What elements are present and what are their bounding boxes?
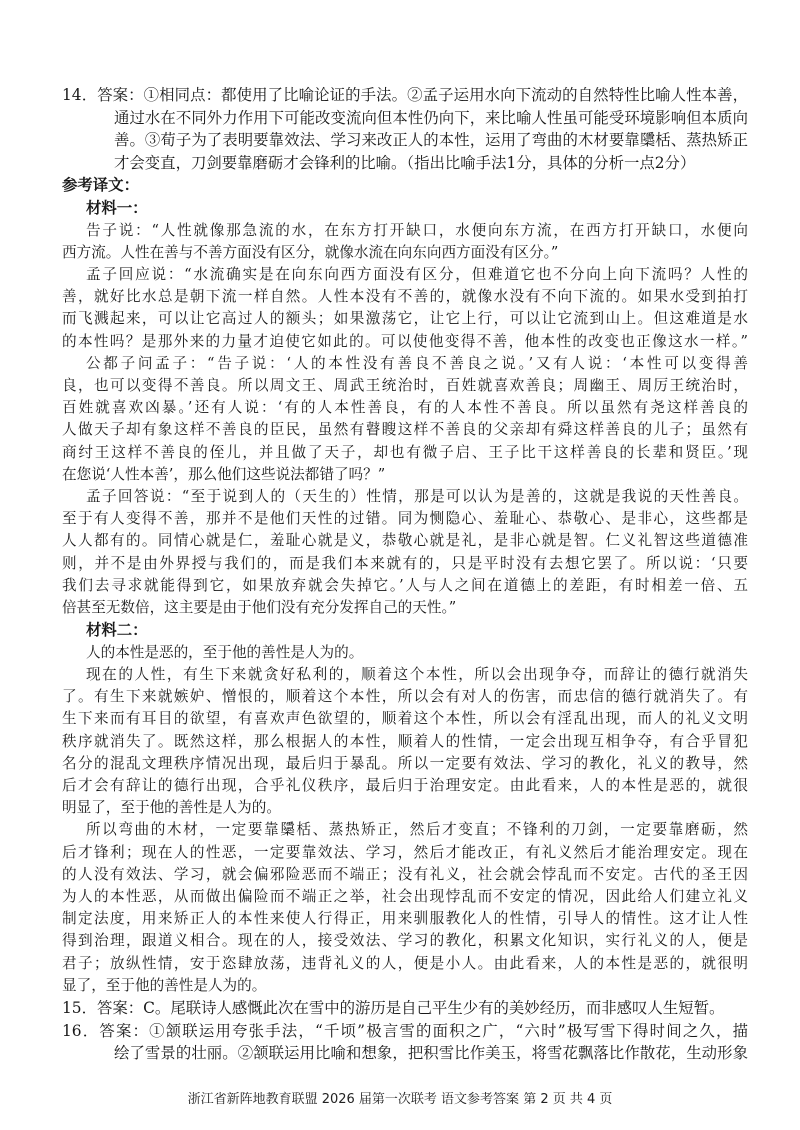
- m1-line: 公都子问孟子：“告子说：‘人的本性没有善良不善良之说。’又有人说：‘本性可以变得善: [86, 354, 748, 372]
- m2-line: 为人的本性恶，从而做出偏险而不端正之举，社会出现悖乱而不安定的情况，因此给人们建立礼义: [62, 888, 748, 906]
- m2-line: 人的本性是恶的，至于他的善性是人为的。: [86, 643, 364, 661]
- m1-line: 人做天子却有象这样不善良的臣民，虽然有瞽瞍这样不善良的父亲却有舜这样善良的儿子；虽然有: [62, 421, 748, 439]
- m1-line: 倍甚至无数倍，这主要是由于他们没有充分发挥自己的天性。”: [62, 599, 457, 617]
- m2-line: 现在的人性，有生下来就贪好私利的，顺着这个本性，所以会出现争夺，而辞让的德行就消失: [86, 666, 748, 684]
- material-2-text: [62, 642, 748, 997]
- q14-line: 善。③荀子为了表明要靠效法、学习来改正人的本性，运用了弯曲的木材要靠櫽栝、蒸热矫正: [114, 131, 748, 150]
- m1-line: 百姓就喜欢凶暴。’还有人说：‘有的人本性善良，有的人本性不善良。所以虽然有尧这样善良的: [62, 399, 748, 417]
- m1-line: 我们去寻求就能得到它，如果放弃就会失掉它。’人与人之间在道德上的差距，有时相差一倍、五: [62, 576, 748, 594]
- m2-line: 了。有生下来就嫉妒、憎恨的，顺着这个本性，所以会有对人的伤害，而忠信的德行就消失了。有: [62, 688, 748, 706]
- reference-translation-heading: 参考译文：: [62, 176, 139, 195]
- question-16-answer: [62, 1020, 748, 1065]
- q14-line: 通过水在不同外力作用下可能改变流向但本性仍向下，来比喻人性虽可能受环境影响但本质向: [114, 108, 748, 127]
- page-footer: 浙江省新阵地教育联盟 2026 届第一次联考 语文参考答案 第 2 页 共 4 页: [187, 1092, 613, 1107]
- m1-line: 善，就好比水总是朝下流一样自然。人性本没有不善的，就像水没有不向下流的。如果水受到拍打: [62, 288, 748, 306]
- m1-line: 孟子回答说：“至于说到人的（天生的）性情，那是可以认为是善的，这就是我说的天性善良。: [86, 488, 748, 505]
- m2-line: 名分的混乱文理秩序情况出现，最后归于暴乱。所以一定要有效法、学习的教化，礼义的教导，然: [62, 754, 748, 772]
- q14-line: 14．答案：①相同点：都使用了比喻论证的手法。②孟子运用水向下流动的自然特性比喻人性本善，: [62, 86, 748, 104]
- m1-line: 孟子回应说：“水流确实是在向东向西方面没有区分，但难道它也不分向上向下流吗？人性的: [86, 265, 748, 283]
- m1-line: 在您说‘人性本善’，那么他们这些说法都错了吗？”: [62, 465, 386, 483]
- m1-line: 至于有人变得不善，那并不是他们天性的过错。同为恻隐心、羞耻心、恭敬心、是非心，这些都是: [62, 510, 748, 528]
- m2-line: 后才锋利；现在人的性恶，一定要靠效法、学习，然后才能改正，有礼义然后才能治理安定。现在: [62, 843, 748, 861]
- m1-line: 良，也可以变得不善良。所以周文王、周武王统治时，百姓就喜欢善良；周幽王、周厉王统治时，: [62, 376, 748, 394]
- m2-line: 得到治理，跟道义相合。现在的人，接受效法、学习的教化，积累文化知识，实行礼义的人，便是: [62, 932, 748, 950]
- material-1-heading: 材料一：: [86, 198, 148, 217]
- question-15-answer: 15．答案：C。尾联诗人感慨此次在雪中的游历是自己平生少有的美妙经历，而非感叹人生短暂。: [62, 999, 725, 1018]
- material-1-text: [62, 220, 748, 620]
- m2-line: 的人没有效法、学习，就会偏邪险恶而不端正；没有礼义，社会就会悖乱而不安定。古代的圣王因: [62, 865, 748, 883]
- m1-line: 而飞溅起来，可以让它高过人的额头；如果激荡它，让它上行，可以让它流到山上。但这难道是水: [62, 310, 748, 328]
- material-2-heading: 材料二：: [86, 621, 148, 640]
- m2-line: 制定法度，用来矫正人的本性来使人行得正，用来驯服教化人的性情，引导人的情性。这才让人性: [62, 910, 748, 928]
- question-14-answer: [62, 84, 748, 174]
- m2-line: 显了，至于他的善性是人为的。: [62, 976, 267, 994]
- m2-line: 所以弯曲的木材，一定要靠櫽栝、蒸热矫正，然后才变直；不锋利的刀剑，一定要靠磨砺，然: [86, 821, 748, 839]
- m2-line: 秩序就消失了。既然这样，那么根据人的本性，顺着人的性情，一定会出现互相争夺，有合乎冒犯: [62, 732, 748, 750]
- m1-line: 的本性吗？是那外来的力量才迫使它如此的。可以使他变得不善，他本性的改变也正像这水一样。”: [62, 332, 748, 350]
- m1-line: 人人都有的。同情心就是仁，羞耻心就是义，恭敬心就是礼，是非心就是智。仁义礼智这些道德准: [62, 532, 748, 550]
- m1-line: 告子说：“人性就像那急流的水，在东方打开缺口，水便向东方流，在西方打开缺口，水便向: [86, 221, 748, 239]
- m2-line: 君子；放纵性情，安于恣肆放荡，违背礼义的人，便是小人。由此看来，人的本性是恶的，就很明: [62, 954, 748, 972]
- m1-line: 西方流。人性在善与不善方面没有区分，就像水流在向东向西方面没有区分。”: [62, 243, 559, 261]
- m1-line: 则，并不是由外界授与我们的，而是我们本来就有的，只是平时没有去想它罢了。所以说：‘只要: [62, 554, 748, 572]
- m1-line: 商纣王这样不善良的侄儿，并且做了天子，却也有微子启、王子比干这样善良的长辈和贤臣。’现: [62, 443, 748, 461]
- m2-line: 后才会有辞让的德行出现，合乎礼仪秩序，最后归于治理安定。由此看来，人的本性是恶的，就很: [62, 777, 748, 795]
- q16-line: 16．答案：①颔联运用夸张手法，“千顷”极言雪的面积之广，“六时”极写雪下得时间之久，描: [62, 1021, 748, 1040]
- document-body: [62, 84, 748, 1065]
- m2-line: 明显了，至于他的善性是人为的。: [62, 799, 281, 817]
- m2-line: 生下来而有耳目的欲望，有喜欢声色欲望的，顺着这个本性，所以会有淫乱出现，而人的礼义文明: [62, 710, 748, 728]
- q14-line: 才会变直，刀剑要靠磨砺才会锋利的比喻。（指出比喻手法1分，具体的分析一点2分）: [114, 153, 696, 172]
- q16-line: 绘了雪景的壮丽。②颔联运用比喻和想象，把积雪比作美玉，将雪花飘落比作散花，生动形象: [114, 1044, 748, 1063]
